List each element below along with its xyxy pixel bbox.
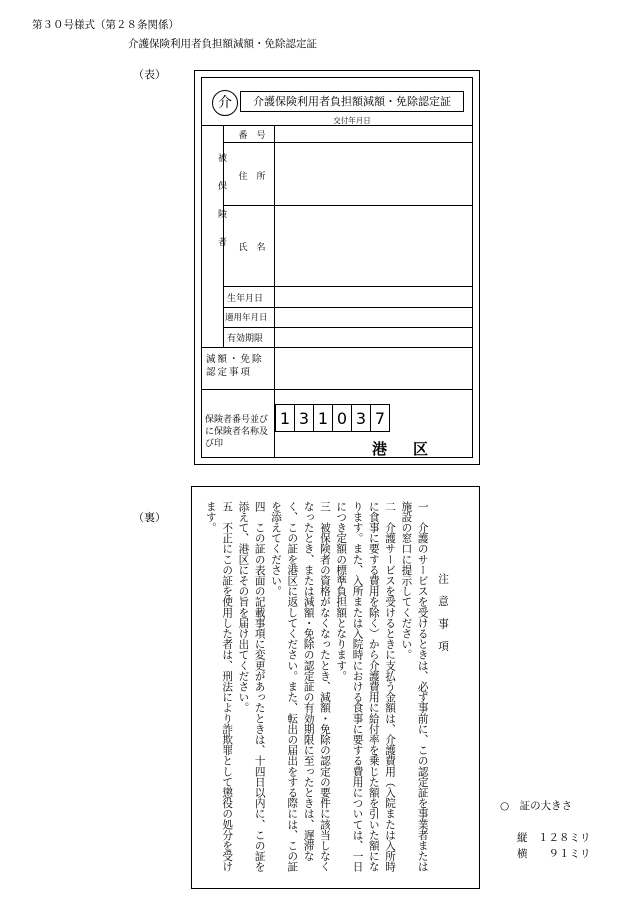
insurer-digit: 1 — [313, 404, 333, 432]
insurer-digit: 3 — [351, 404, 371, 432]
address-label: 住 所 — [238, 172, 266, 182]
insurer-label: 保険者番号並びに保険者名称及び印 — [205, 415, 269, 449]
size-width: 横 ９１ミリ — [517, 848, 591, 860]
card-title: 介護保険利用者負担額減額・免除認定証 — [240, 91, 464, 112]
insurer-digit: 1 — [275, 404, 295, 432]
insurer-digit: 7 — [370, 404, 390, 432]
insurer-number — [276, 404, 390, 432]
front-card-inner — [201, 77, 473, 458]
care-badge-icon: 介 — [212, 90, 238, 116]
note-item: 三 被保険者の資格がなくなったとき、減額・免除の認定の要件に該当しなくなったとき、または減額・免除の認定証の有効期限に至ったときは、遅滞なく、この証を港区に返してください。また、転出の届出をする際には、この証を添えてください。 — [270, 501, 331, 872]
notes-text — [203, 501, 451, 879]
insured-label — [207, 153, 226, 277]
front-label: （表） — [133, 68, 166, 81]
insurer-name: 港区 — [372, 440, 455, 458]
back-card — [191, 486, 480, 889]
notes-title: 注意事項 — [437, 573, 449, 664]
note-item: 一 介護のサービスを受けるときは、必ず事前に、この認定証を事業者または施設の窓口に提示してください。 — [400, 501, 429, 872]
insurer-digit: 3 — [294, 404, 314, 432]
size-note-title: ○ 証の大きさ — [500, 800, 573, 812]
issued-date-label: 交付年月日 — [333, 116, 371, 125]
size-height: 縦 １２８ミリ — [517, 832, 591, 844]
note-item: 二 介護サービスを受けるときに支払う金額は、介護費用（入院または入所時に食事に要する費用を除く）から介護費用に給付率を乗じた額を引いた額になります。また、入所または入院時における食事に要する費用については、一日につき定額の標準負担額となります。 — [335, 501, 397, 872]
front-card — [194, 70, 480, 465]
insured-label-text: 被保険者 — [216, 153, 226, 265]
form-number: 第３０号様式（第２８条関係） — [32, 19, 179, 31]
birth-label: 生年月日 — [227, 294, 264, 304]
form-title: 介護保険利用者負担額減額・免除認定証 — [128, 38, 317, 50]
insurer-digit: 0 — [332, 404, 352, 432]
number-label: 番 号 — [238, 131, 266, 141]
applicable-label: 適用年月日 — [225, 313, 268, 323]
back-label: （裏） — [133, 511, 166, 524]
name-label: 氏 名 — [238, 243, 266, 253]
note-item: 四 この証の表面の記載事項に変更があったときは、十四日以内に、この証を添えて、港区にその旨を届け出てください。 — [237, 501, 266, 872]
valid-label: 有効期限 — [227, 334, 264, 344]
note-item: 五 不正にこの証を使用した者は、刑法により詐欺罪として懲役の処分を受けます。 — [204, 501, 234, 872]
reduction-label: 減額・免除認定事項 — [206, 354, 264, 378]
